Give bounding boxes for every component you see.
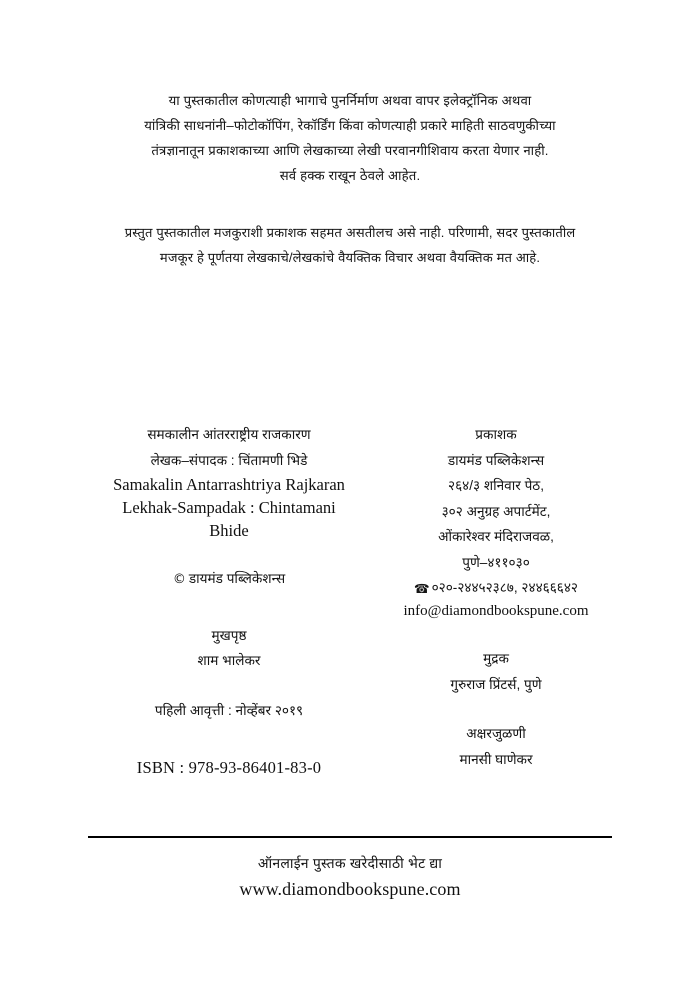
imprint-section — [88, 422, 612, 779]
copyright-notice-paragraph — [88, 88, 612, 188]
telephone-icon: ☎ — [414, 581, 430, 596]
copyright-icon: © — [172, 572, 186, 587]
legal-block — [88, 88, 612, 270]
online-purchase-text: ऑनलाईन पुस्तक खरेदीसाठी भेट द्या — [257, 855, 443, 871]
disclaimer-line-1: प्रस्तुत पुस्तकातील मजकुराशी प्रकाशक सहमत असतीलच असे नाही. परिणामी, सदर पुस्तकातील — [124, 225, 576, 240]
footer-section — [88, 850, 612, 902]
book-title-transliterated-line-2: Lekhak-Sampadak : Chintamani — [122, 498, 336, 517]
spacer — [88, 674, 370, 698]
book-title-transliterated-line-1: Samakalin Antarrashtriya Rajkaran — [113, 475, 345, 494]
typesetter-label: अक्षरजुळणी — [466, 726, 526, 741]
book-title-transliterated-line-3: Bhide — [209, 521, 249, 540]
book-details-column — [88, 422, 370, 779]
spacer — [380, 697, 612, 721]
footer-divider — [88, 836, 612, 838]
spacer — [88, 542, 370, 566]
isbn-line: ISBN : 978-93-86401-83-0 — [136, 758, 322, 777]
printer-name: गुरुराज प्रिंटर्स, पुणे — [450, 676, 542, 692]
website-url[interactable]: www.diamondbookspune.com — [239, 879, 461, 899]
publisher-address-line-3: ओंकारेश्वर मंदिराजवळ, — [438, 529, 554, 544]
publisher-address-line-2: ३०२ अनुग्रह अपार्टमेंट, — [441, 503, 551, 519]
copyright-notice-line-3: तंत्रज्ञानातून प्रकाशकाच्या आणि लेखकाच्या लेखी परवानगीशिवाय करता येणार नाही. — [151, 143, 549, 158]
book-author-editor-marathi: लेखक–संपादक : चिंतामणी भिडे — [150, 452, 308, 468]
spacer — [88, 723, 370, 757]
book-title-marathi: समकालीन आंतरराष्ट्रीय राजकारण — [147, 427, 311, 442]
typesetter-name: मानसी घाणेकर — [459, 751, 533, 767]
copyright-notice-line-2: यांत्रिकी साधनांनी–फोटोकॉपिंग, रेकॉर्डिंग किंवा कोणत्याही प्रकारे माहिती साठवणुकीच्या — [144, 118, 556, 133]
disclaimer-paragraph — [88, 220, 612, 270]
publisher-details-column — [380, 422, 612, 772]
publisher-address-line-4: पुणे–४११०३० — [462, 554, 530, 570]
publisher-email[interactable]: info@diamondbookspune.com — [403, 603, 589, 619]
publisher-label: प्रकाशक — [475, 427, 517, 442]
publisher-phone-numbers: ०२०-२४४५२३८७, २४४६६६४२ — [431, 580, 578, 595]
publisher-name: डायमंड पब्लिकेशन्स — [447, 452, 545, 468]
disclaimer-line-2: मजकूर हे पूर्णतया लेखकाचे/लेखकांचे वैयक्तिक विचार अथवा वैयक्तिक मत आहे. — [159, 250, 541, 265]
edition-line: पहिली आवृत्ती : नोव्हेंबर २०१९ — [154, 702, 304, 718]
spacer — [380, 622, 612, 646]
spacer — [88, 593, 370, 623]
copyright-holder-line — [88, 566, 370, 593]
printer-label: मुद्रक — [483, 651, 509, 666]
cover-label: मुखपृष्ठ — [211, 627, 247, 643]
publisher-address-line-1: २६४/३ शनिवार पेठ, — [448, 478, 544, 493]
copyright-notice-line-4: सर्व हक्क राखून ठेवले आहेत. — [279, 168, 421, 183]
cover-designer-name: शाम भालेकर — [197, 653, 261, 668]
publisher-phone-line — [380, 575, 612, 600]
copyright-notice-line-1: या पुस्तकातील कोणत्याही भागाचे पुनर्निर्माण अथवा वापर इलेक्ट्रॉनिक अथवा — [168, 93, 532, 108]
copyright-holder-name: डायमंड पब्लिकेशन्स — [188, 571, 286, 586]
